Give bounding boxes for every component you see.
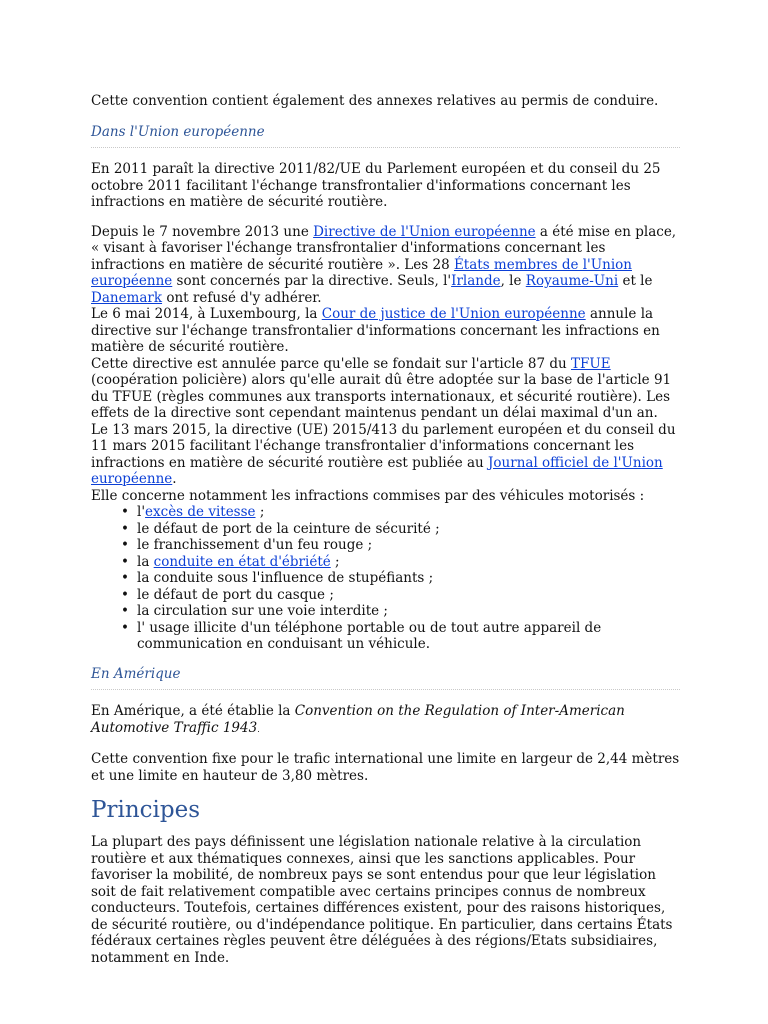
list-item: • le défaut de port de la ceinture de sécurité ; <box>137 521 680 538</box>
link-royaume-uni[interactable]: Royaume-Uni <box>525 273 619 289</box>
am-paragraph-1: En Amérique, a été établie la Convention on the Regulation of Inter-American Automotive Traffic 1943. <box>91 703 625 736</box>
link-cour-de-justice[interactable]: Cour de justice de l'Union européenne <box>321 306 586 322</box>
list-item: • l'excès de vitesse ; <box>137 504 680 521</box>
eu-paragraph-2: Depuis le 7 novembre 2013 une Directive de l'Union européenne a été mise en place, « visant à favoriser l'échange transfrontalier d'informations concernant les infractions en matière de sécurité routière ». Les 28 États membres de l'Union européenne sont concernés par la directive. Seuls, l'Irlande, le Royaume-Uni et le Danemark ont refusé d'y adhérer. <box>91 223 677 306</box>
principes-paragraph: La plupart des pays définissent une législation nationale relative à la circulation routière et aux thématiques connexes, ainsi que les sanctions applicables. Pour favoriser la mobilité, de nombreux pays se sont entendus pour que leur législation soit de fait relativement compatible avec certains principes connus de nombreux conducteurs. Toutefois, certaines différences existent, pour des raisons historiques, de sécurité routière, ou d'indépendance politique. En particulier, dans certains États fédéraux certaines règles peuvent être déléguées à des régions/Etats subsidiaires, notamment en Inde. <box>91 834 673 966</box>
list-item: • la conduite en état d'ébriété ; <box>137 554 680 571</box>
list-item: • la circulation sur une voie interdite ; <box>137 603 680 620</box>
link-tfue[interactable]: TFUE <box>571 355 611 372</box>
eu-paragraph-1: En 2011 paraît la directive 2011/82/UE du Parlement européen et du conseil du 25 octobre 2011 facilitant l'échange transfrontalier d'informations concernant les infractions en matière de sécurité routière. <box>91 161 661 210</box>
intro-paragraph: Cette convention contient également des annexes relatives au permis de conduire. <box>91 93 659 109</box>
eu-paragraph-6: Elle concerne notamment les infractions commises par des véhicules motorisés : <box>91 487 645 504</box>
list-item: • l' usage illicite d'un téléphone portable ou de tout autre appareil de communication en conduisant un véhicule. <box>137 620 680 653</box>
link-directive-ue[interactable]: Directive de l'Union européenne <box>313 223 536 240</box>
link-etats-membres[interactable]: États membres de l'Union européenne <box>91 256 632 289</box>
section-heading-amerique: En Amérique <box>91 666 680 691</box>
link-journal-officiel[interactable]: Journal officiel de l'Union européenne <box>91 454 663 487</box>
convention-title: Convention on the Regulation of Inter-American Automotive Traffic 1943 <box>91 703 625 736</box>
section-heading-eu: Dans l'Union européenne <box>91 124 680 149</box>
am-paragraph-2: Cette convention fixe pour le trafic international une limite en largeur de 2,44 mètres et une limite en hauteur de 3,80 mètres. <box>91 751 680 784</box>
eu-paragraph-5: Le 13 mars 2015, la directive (UE) 2015/413 du parlement européen et du conseil du 11 mars 2015 facilitant l'échange transfrontalier d'informations concernant les infractions en matière de sécurité routière est publiée au Journal officiel de l'Union européenne. <box>91 421 676 487</box>
link-conduite-ebriete[interactable]: conduite en état d'ébriété <box>153 553 331 570</box>
link-exces-de-vitesse[interactable]: excès de vitesse <box>145 504 256 520</box>
heading-principes: Principes <box>91 797 201 823</box>
list-item: • la conduite sous l'influence de stupéfiants ; <box>137 570 680 587</box>
eu-paragraph-3: Le 6 mai 2014, à Luxembourg, la Cour de justice de l'Union européenne annule la directive sur l'échange transfrontalier d'informations concernant les infractions en matière de sécurité routière. <box>91 306 660 355</box>
list-item: • le défaut de port du casque ; <box>137 587 680 604</box>
link-danemark[interactable]: Danemark <box>91 289 163 306</box>
list-item: • le franchissement d'un feu rouge ; <box>137 537 680 554</box>
eu-paragraph-4: Cette directive est annulée parce qu'elle se fondait sur l'article 87 du TFUE (coopération policière) alors qu'elle aurait dû être adoptée sur la base de l'article 91 du TFUE (règles communes aux transports internationaux, et sécurité routière). Les effets de la directive sont cependant maintenus pendant un délai maximal d'un an. <box>91 355 672 421</box>
link-irlande[interactable]: Irlande <box>451 273 501 289</box>
infractions-list <box>91 504 680 653</box>
